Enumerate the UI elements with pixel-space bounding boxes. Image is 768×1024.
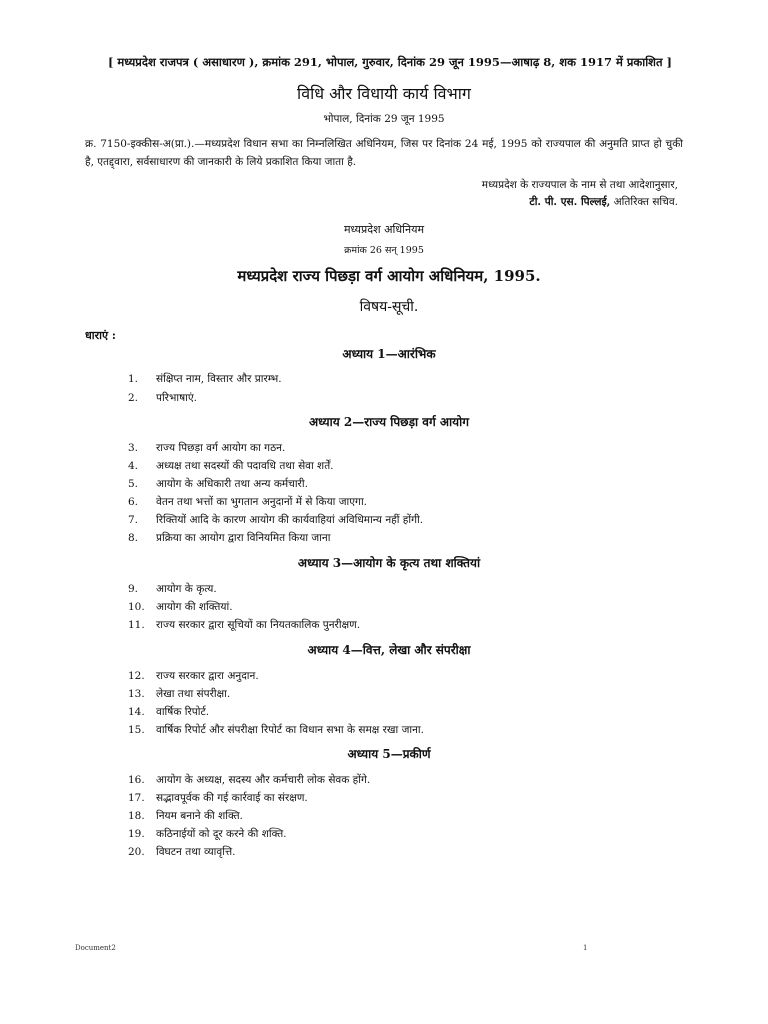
item-number: 11. [128,619,145,631]
item-number: 3. [128,442,139,454]
item-number: 1. [128,373,139,385]
item-text: राज्य सरकार द्वारा सूचियों का नियतकालिक पुनरीक्षण. [156,619,361,631]
item-number: 15. [128,724,145,736]
item-text: वार्षिक रिपोर्ट. [156,706,210,718]
act-number: क्रमांक 26 सन् 1995 [344,245,424,256]
item-number: 8. [128,532,139,544]
list-item [128,791,308,805]
chapter-heading: अध्याय 3—आयोग के कृत्य तथा शक्तियां [297,556,481,570]
signatory-title: अतिरिक्त सचिव. [613,196,678,208]
list-item [128,723,424,737]
chapter-heading: अध्याय 1—आरंभिक [342,347,436,361]
notification-text: क्र. 7150-इक्कीस-अ(प्रा.).—मध्यप्रदेश विधान सभा का निम्नलिखित अधिनियम, जिस पर दिनांक 24 मई, 1995 को राज्यपाल की अनुमति प्राप्त हो चुकी है, एतद्द्वारा, सर्वसाधारण की जानकारी के लिये प्रकाशित किया जाता है. [85,138,683,168]
item-number: 9. [128,583,139,595]
gazette-line: [ मध्यप्रदेश राजपत्र ( असाधारण ), क्रमांक 291, भोपाल, गुरुवार, दिनांक 29 जून 1995—आषाढ़ 8, शक 1917 में प्रकाशित ] [107,55,673,69]
list-item [128,477,308,491]
item-text: वार्षिक रिपोर्ट और संपरीक्षा रिपोर्ट का विधान सभा के समक्ष रखा जाना. [156,724,424,736]
item-text: संक्षिप्त नाम, विस्तार और प्रारम्भ. [156,373,282,385]
item-number: 13. [128,688,145,700]
signature [529,195,678,209]
list-item [128,618,360,632]
footer-page-number: 1 [583,944,588,952]
item-text: वेतन तथा भत्तों का भुगतान अनुदानों में से किया जाएगा. [156,496,368,508]
list-item [128,459,334,473]
toc-title: विषय-सूची. [359,299,419,315]
footer-doc-name: Document2 [75,944,116,952]
list-item [128,582,217,596]
item-number: 18. [128,810,145,822]
department-title: विधि और विधायी कार्य विभाग [297,84,471,103]
item-text: आयोग के अधिकारी तथा अन्य कर्मचारी. [156,478,308,490]
item-text: आयोग की शक्तियां. [156,601,233,613]
item-number: 20. [128,846,145,858]
list-item [128,773,370,787]
item-number: 6. [128,496,139,508]
item-text: अध्यक्ष तथा सदस्यों की पदावधि तथा सेवा शर्तें. [156,460,334,472]
order-line: मध्यप्रदेश के राज्यपाल के नाम से तथा आदेशानुसार, [481,179,678,191]
item-text: आयोग के अध्यक्ष, सदस्य और कर्मचारी लोक सेवक होंगे. [156,774,371,786]
chapter-heading: अध्याय 5—प्रकीर्ण [347,747,431,761]
sections-label: धाराएं : [85,329,116,342]
item-number: 12. [128,670,145,682]
item-text: राज्य पिछड़ा वर्ग आयोग का गठन. [156,442,286,454]
chapter-heading: अध्याय 4—वित्त, लेखा और संपरीक्षा [307,643,471,657]
item-number: 7. [128,514,139,526]
act-label: मध्यप्रदेश अधिनियम [343,223,425,236]
item-text: नियम बनाने की शक्ति. [156,810,243,822]
item-text: कठिनाईयों को दूर करने की शक्ति. [156,828,287,840]
list-item [128,391,197,405]
item-number: 14. [128,706,145,718]
item-number: 10. [128,601,145,613]
item-number: 5. [128,478,139,490]
list-item [128,809,243,823]
item-number: 4. [128,460,139,472]
item-text: विघटन तथा व्यावृत्ति. [156,846,236,858]
list-item [128,531,330,545]
list-item [128,705,209,719]
item-text: रिक्तियों आदि के कारण आयोग की कार्यवाहियां अविधिमान्य नहीं होंगी. [156,514,424,526]
item-number: 17. [128,792,145,804]
list-item [128,513,423,527]
act-title: मध्यप्रदेश राज्य पिछड़ा वर्ग आयोग अधिनियम, 1995. [237,267,541,285]
item-text: प्रक्रिया का आयोग द्वारा विनियमित किया जाना [156,532,331,544]
item-text: सद्भावपूर्वक की गई कार्रवाई का संरक्षण. [156,792,308,804]
item-number: 16. [128,774,145,786]
list-item [128,687,230,701]
signatory-name: टी. पी. एस. पिल्लई, [529,196,611,208]
item-text: परिभाषाएं. [156,392,198,404]
list-item [128,372,282,386]
list-item [128,845,236,859]
list-item [128,600,233,614]
chapter-heading: अध्याय 2—राज्य पिछड़ा वर्ग आयोग [309,415,469,429]
item-text: राज्य सरकार द्वारा अनुदान. [156,670,259,682]
list-item [128,669,259,683]
item-text: लेखा तथा संपरीक्षा. [156,688,231,700]
list-item [128,441,285,455]
item-number: 19. [128,828,145,840]
item-text: आयोग के कृत्य. [156,583,217,595]
place-date: भोपाल, दिनांक 29 जून 1995 [323,113,445,125]
list-item [128,495,367,509]
list-item [128,827,287,841]
item-number: 2. [128,392,139,404]
